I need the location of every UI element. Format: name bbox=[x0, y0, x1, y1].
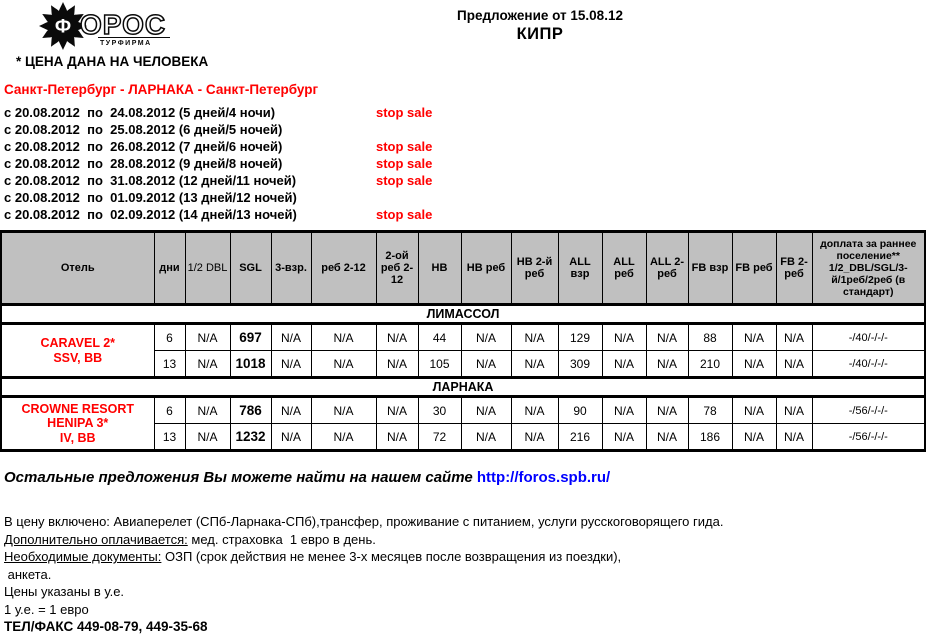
days-cell: 6 bbox=[154, 324, 185, 351]
col-header: дни bbox=[154, 232, 185, 305]
stop-sale-label: stop sale bbox=[376, 139, 433, 154]
info-line-text: Цены указаны в у.е. bbox=[4, 584, 125, 599]
days-cell: 13 bbox=[154, 351, 185, 378]
sgl-price-cell: 1232 bbox=[230, 424, 271, 451]
date-range-line bbox=[4, 105, 924, 122]
price-cell: N/A bbox=[271, 351, 311, 378]
price-cell: N/A bbox=[271, 397, 311, 424]
site-line bbox=[4, 469, 924, 486]
price-cell: N/A bbox=[511, 351, 558, 378]
logo-brand-text: ОРОС bbox=[80, 9, 167, 40]
section-row bbox=[1, 305, 925, 324]
logo-sub-text: ТУРФИРМА bbox=[100, 40, 152, 47]
stop-sale-label: stop sale bbox=[376, 207, 433, 222]
price-cell: N/A bbox=[646, 424, 688, 451]
price-cell: N/A bbox=[376, 397, 418, 424]
price-cell: N/A bbox=[461, 397, 511, 424]
info-line-text: ОЗП (срок действия не менее 3-х месяцев после возвращения из поездки), bbox=[161, 549, 622, 564]
price-cell: 88 bbox=[688, 324, 732, 351]
price-cell: N/A bbox=[461, 324, 511, 351]
price-cell: N/A bbox=[311, 324, 376, 351]
col-header: 3-взр. bbox=[271, 232, 311, 305]
info-line bbox=[4, 531, 924, 549]
price-cell: N/A bbox=[646, 324, 688, 351]
price-cell: 216 bbox=[558, 424, 602, 451]
col-header: реб 2-12 bbox=[311, 232, 376, 305]
destination-title: КИПР bbox=[516, 25, 564, 43]
price-cell: N/A bbox=[776, 351, 812, 378]
col-header: FB 2-реб bbox=[776, 232, 812, 305]
col-header: ALL реб bbox=[602, 232, 646, 305]
date-range-text: с 20.08.2012 по 31.08.2012 (12 дней/11 ночей) bbox=[4, 173, 297, 188]
sgl-price-cell: 1018 bbox=[230, 351, 271, 378]
price-cell: N/A bbox=[376, 324, 418, 351]
info-line bbox=[4, 513, 924, 531]
date-range-text: с 20.08.2012 по 28.08.2012 (9 дней/8 ночей) bbox=[4, 156, 283, 171]
price-cell: N/A bbox=[461, 351, 511, 378]
col-header: ALL 2-реб bbox=[646, 232, 688, 305]
price-cell: N/A bbox=[602, 397, 646, 424]
info-line-prefix: Дополнительно оплачивается: bbox=[4, 531, 188, 547]
price-cell: N/A bbox=[185, 424, 230, 451]
route-line: Санкт-Петербург - ЛАРНАКА - Санкт-Петербург bbox=[4, 82, 319, 97]
stop-sale-label: stop sale bbox=[376, 156, 433, 171]
info-line bbox=[4, 601, 924, 619]
table-header-row bbox=[1, 232, 925, 305]
price-cell: N/A bbox=[776, 397, 812, 424]
hotel-name-line: SSV, BB bbox=[53, 350, 103, 365]
sgl-price-cell: 786 bbox=[230, 397, 271, 424]
info-line-prefix: Необходимые документы: bbox=[4, 549, 162, 564]
info-line bbox=[4, 583, 924, 601]
site-link[interactable]: http://foros.spb.ru/ bbox=[476, 469, 611, 486]
price-cell: N/A bbox=[185, 351, 230, 378]
price-cell: N/A bbox=[185, 324, 230, 351]
price-table-header bbox=[1, 232, 925, 305]
hotel-name-line: CROWNE RESORT bbox=[21, 401, 134, 416]
price-cell: N/A bbox=[311, 397, 376, 424]
info-line-text: анкета. bbox=[4, 566, 52, 582]
price-cell: N/A bbox=[185, 397, 230, 424]
price-cell: N/A bbox=[271, 424, 311, 451]
price-cell: N/A bbox=[376, 351, 418, 378]
price-cell: 30 bbox=[418, 397, 461, 424]
col-header: FB реб bbox=[732, 232, 776, 305]
hotel-name bbox=[1, 397, 154, 451]
col-header: 1/2 DBL bbox=[185, 232, 230, 305]
surcharge-cell: -/40/-/-/- bbox=[812, 351, 925, 378]
price-cell: N/A bbox=[311, 351, 376, 378]
price-cell: 90 bbox=[558, 397, 602, 424]
price-cell: 78 bbox=[688, 397, 732, 424]
price-note: * ЦЕНА ДАНА НА ЧЕЛОВЕКА bbox=[16, 54, 209, 69]
price-cell: N/A bbox=[732, 397, 776, 424]
date-range-text: с 20.08.2012 по 25.08.2012 (6 дней/5 ночей) bbox=[4, 122, 283, 137]
price-cell: 44 bbox=[418, 324, 461, 351]
date-range-text: с 20.08.2012 по 01.09.2012 (13 дней/12 ночей) bbox=[4, 190, 297, 205]
col-header: НВ 2-й реб bbox=[511, 232, 558, 305]
date-list bbox=[4, 105, 924, 224]
document-header bbox=[0, 0, 924, 50]
col-header: FB взр bbox=[688, 232, 732, 305]
section-row bbox=[1, 378, 925, 397]
date-range-text: с 20.08.2012 по 24.08.2012 (5 дней/4 ночи) bbox=[4, 105, 276, 120]
days-cell: 6 bbox=[154, 397, 185, 424]
foros-logo bbox=[38, 1, 176, 56]
date-range-line bbox=[4, 139, 924, 156]
price-cell: 309 bbox=[558, 351, 602, 378]
price-cell: N/A bbox=[732, 351, 776, 378]
price-cell: N/A bbox=[311, 424, 376, 451]
date-range-line bbox=[4, 207, 924, 224]
price-cell: N/A bbox=[461, 424, 511, 451]
col-header: 2-ой реб 2-12 bbox=[376, 232, 418, 305]
price-row bbox=[1, 397, 925, 424]
price-cell: N/A bbox=[776, 424, 812, 451]
logo-initial: Ф bbox=[54, 16, 72, 38]
title-block bbox=[420, 8, 660, 44]
stop-sale-label: stop sale bbox=[376, 173, 433, 188]
date-range-line bbox=[4, 156, 924, 173]
info-line bbox=[4, 566, 924, 584]
hotel-name bbox=[1, 324, 154, 378]
date-range-line bbox=[4, 190, 924, 207]
price-cell: N/A bbox=[511, 397, 558, 424]
col-header: НВ реб bbox=[461, 232, 511, 305]
price-cell: N/A bbox=[646, 351, 688, 378]
surcharge-cell: -/40/-/-/- bbox=[812, 324, 925, 351]
phone-line: ТЕЛ/ФАКС 449-08-79, 449-35-68 bbox=[4, 619, 208, 634]
site-line-text: Остальные предложения Вы можете найти на нашем сайте bbox=[4, 469, 477, 486]
info-line bbox=[4, 548, 924, 566]
price-cell: N/A bbox=[602, 351, 646, 378]
price-cell: N/A bbox=[646, 397, 688, 424]
info-line-text: мед. страховка 1 евро в день. bbox=[187, 531, 376, 547]
section-label: ЛАРНАКА bbox=[1, 378, 925, 397]
price-cell: 105 bbox=[418, 351, 461, 378]
days-cell: 13 bbox=[154, 424, 185, 451]
date-range-line bbox=[4, 122, 924, 139]
col-header: ALL взр bbox=[558, 232, 602, 305]
price-cell: N/A bbox=[271, 324, 311, 351]
sun-logo-icon bbox=[38, 1, 176, 51]
price-cell: N/A bbox=[732, 324, 776, 351]
price-cell: 129 bbox=[558, 324, 602, 351]
stop-sale-label: stop sale bbox=[376, 105, 433, 120]
surcharge-cell: -/56/-/-/- bbox=[812, 424, 925, 451]
price-cell: N/A bbox=[511, 424, 558, 451]
hotel-name-line: CARAVEL 2* bbox=[40, 336, 116, 351]
price-cell: N/A bbox=[602, 424, 646, 451]
date-range-text: с 20.08.2012 по 02.09.2012 (14 дней/13 ночей) bbox=[4, 207, 297, 222]
hotel-name-line: IV, BB bbox=[59, 430, 96, 445]
info-line-text: 1 у.е. = 1 евро bbox=[4, 601, 89, 617]
info-line-text: В цену включено: Авиаперелет (СПб-Ларнака-СПб),трансфер, проживание с питанием, услуги русскоговорящего гида. bbox=[4, 514, 724, 529]
price-cell: N/A bbox=[511, 324, 558, 351]
section-label: ЛИМАССОЛ bbox=[1, 305, 925, 324]
sgl-price-cell: 697 bbox=[230, 324, 271, 351]
col-header: НВ bbox=[418, 232, 461, 305]
col-header: SGL bbox=[230, 232, 271, 305]
surcharge-cell: -/56/-/-/- bbox=[812, 397, 925, 424]
date-range-text: с 20.08.2012 по 26.08.2012 (7 дней/6 ночей) bbox=[4, 139, 283, 154]
price-cell: N/A bbox=[776, 324, 812, 351]
hotel-name-line: HENIPA 3* bbox=[47, 416, 109, 431]
col-header: Отель bbox=[1, 232, 154, 305]
price-table-body bbox=[1, 305, 925, 451]
price-cell: N/A bbox=[376, 424, 418, 451]
price-table bbox=[0, 230, 926, 452]
price-cell: 210 bbox=[688, 351, 732, 378]
price-cell: N/A bbox=[602, 324, 646, 351]
price-cell: 186 bbox=[688, 424, 732, 451]
price-row bbox=[1, 324, 925, 351]
price-cell: 72 bbox=[418, 424, 461, 451]
offer-date: Предложение от 15.08.12 bbox=[457, 8, 623, 23]
date-range-line bbox=[4, 173, 924, 190]
price-cell: N/A bbox=[732, 424, 776, 451]
info-block bbox=[4, 513, 924, 618]
col-header: доплата за раннее поселение** 1/2_DBL/SGL/3-й/1реб/2реб (в стандарт) bbox=[812, 232, 925, 305]
